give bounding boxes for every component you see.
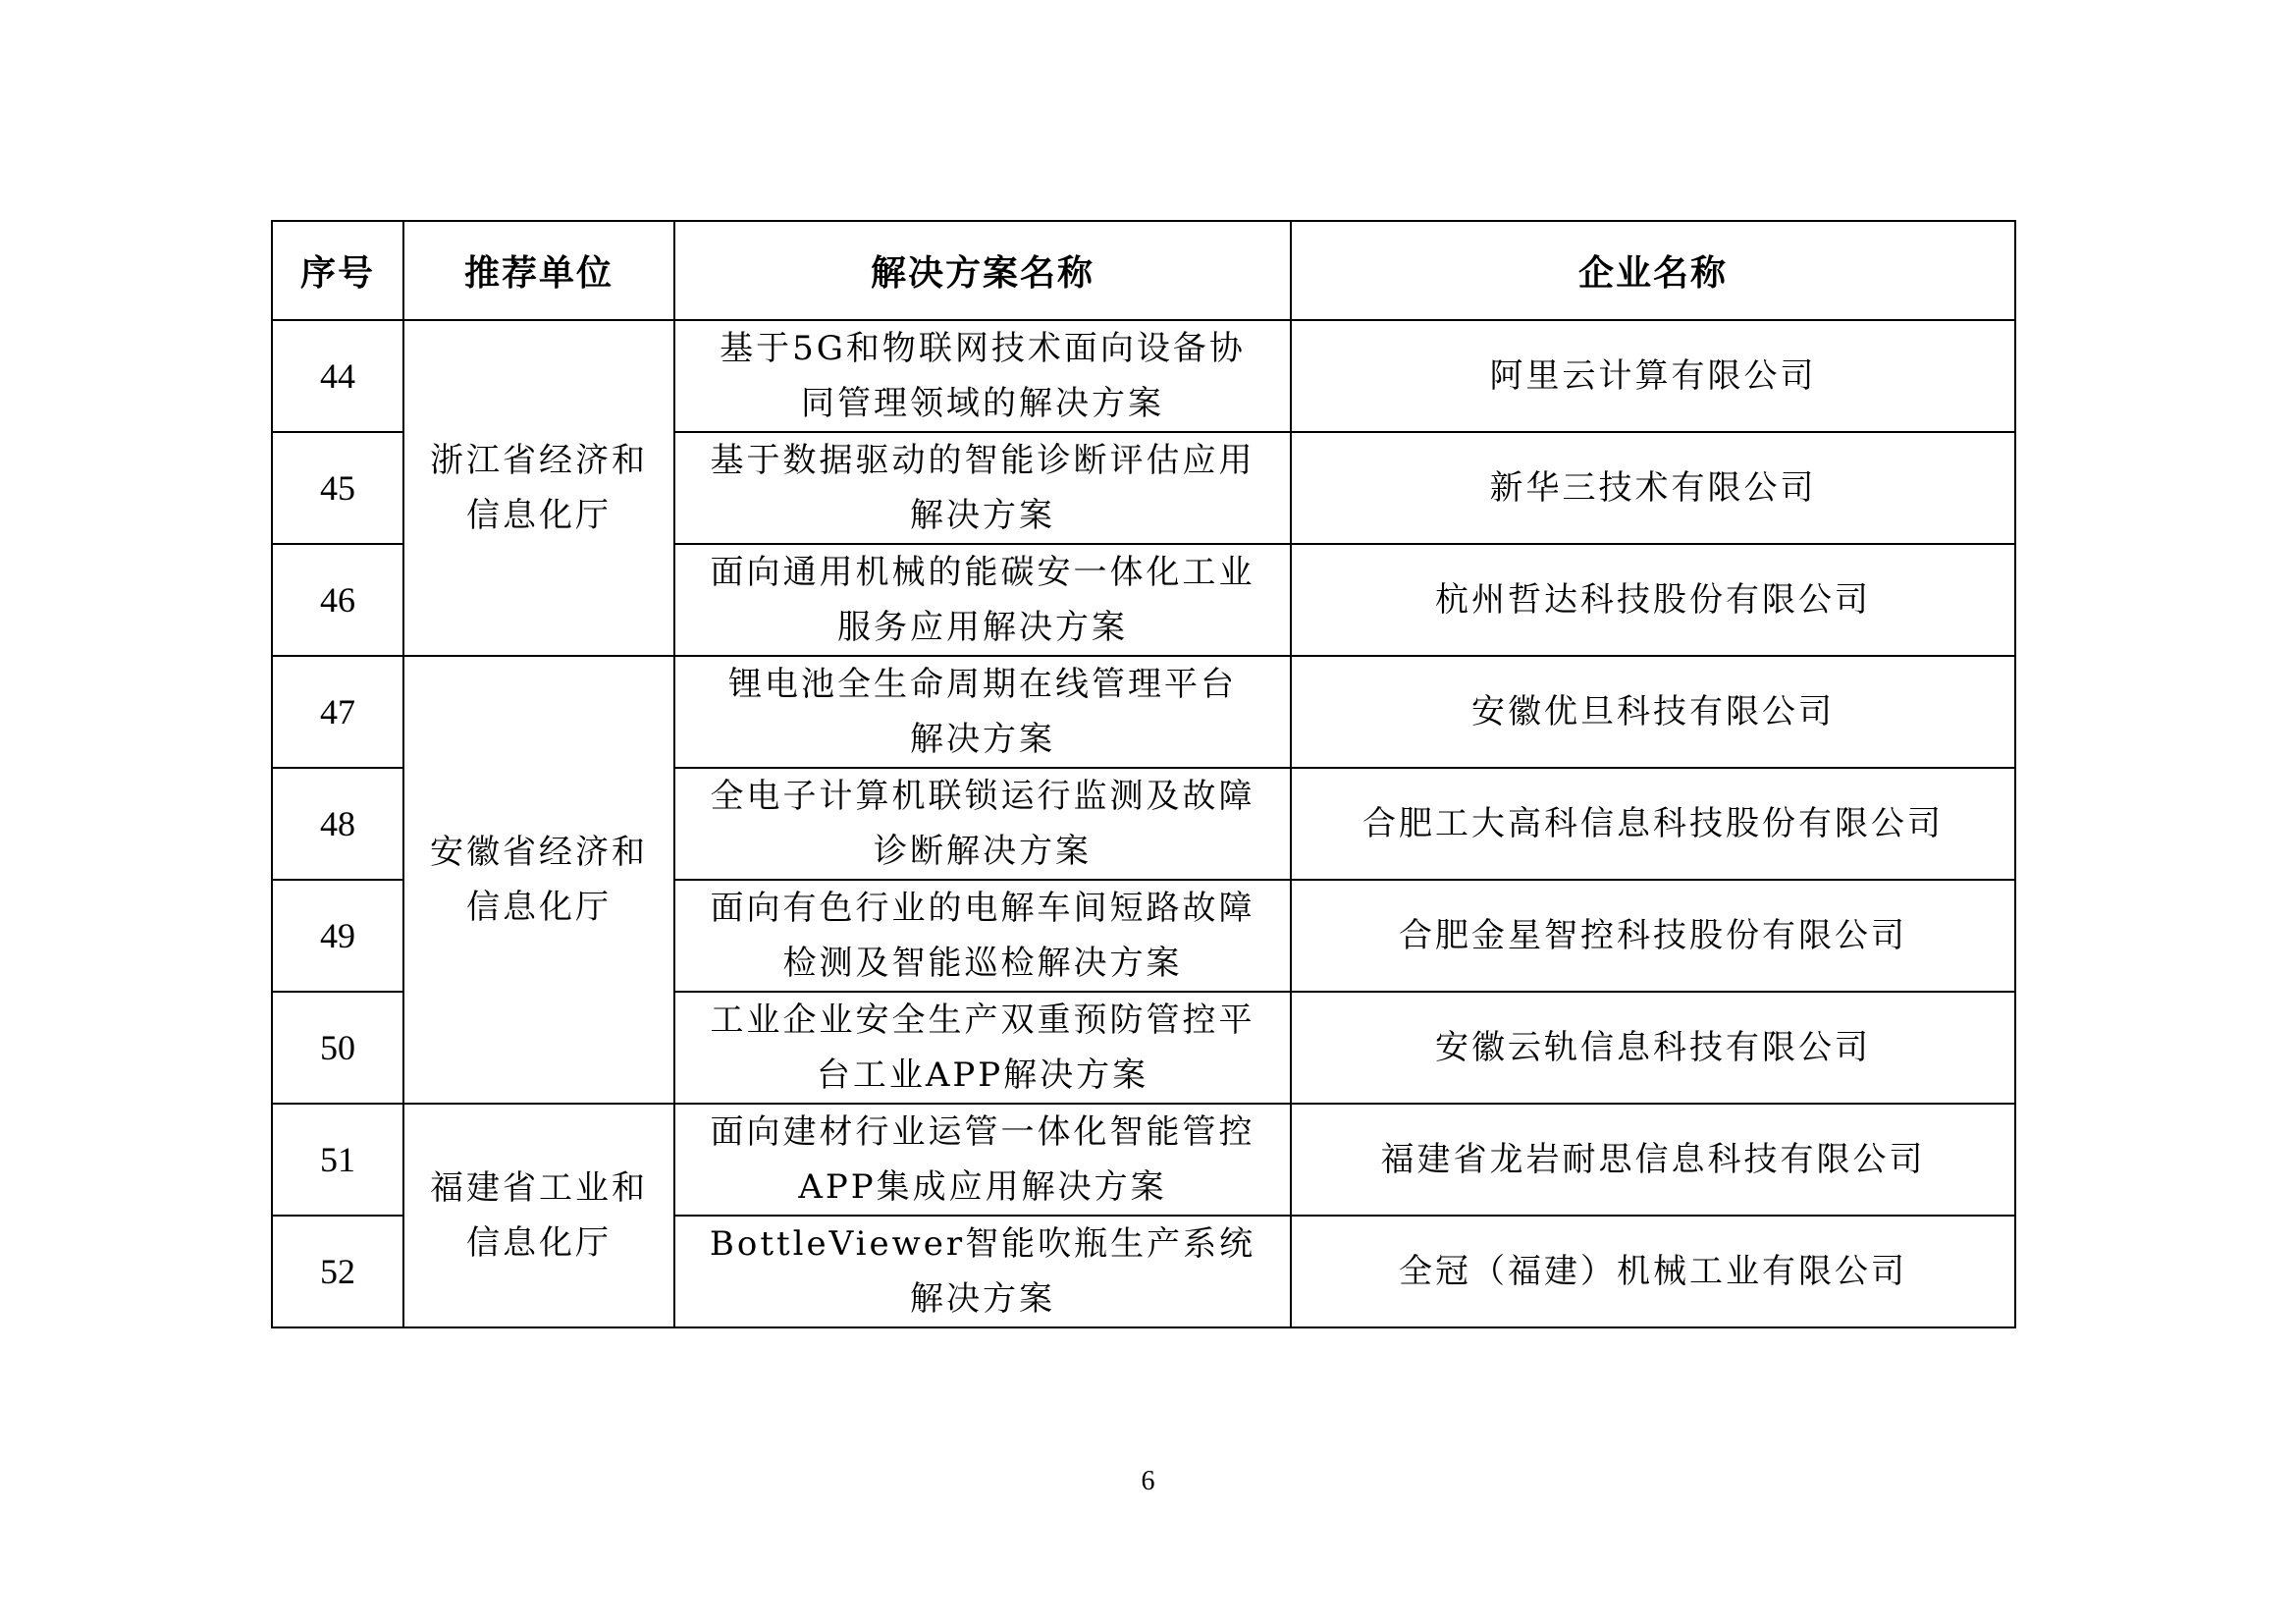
solution-name bbox=[674, 656, 1291, 768]
row-number: 49 bbox=[272, 880, 403, 992]
solution-line: 诊断解决方案 bbox=[874, 832, 1092, 871]
header-recommending-unit: 推荐单位 bbox=[403, 221, 674, 320]
solution-line: 面向建材行业运管一体化智能管控 bbox=[710, 1112, 1255, 1152]
company-name: 新华三技术有限公司 bbox=[1291, 432, 2015, 544]
header-serial-number: 序号 bbox=[272, 221, 403, 320]
page-number: 6 bbox=[1141, 1466, 1155, 1496]
solution-line: 解决方案 bbox=[910, 496, 1055, 535]
solution-line: 基于数据驱动的智能诊断评估应用 bbox=[710, 441, 1255, 480]
row-number: 52 bbox=[272, 1216, 403, 1327]
solution-line: 检测及智能巡检解决方案 bbox=[782, 944, 1183, 983]
solution-name bbox=[674, 1216, 1291, 1327]
recommending-unit bbox=[403, 1104, 674, 1327]
solution-name bbox=[674, 432, 1291, 544]
solution-name bbox=[674, 320, 1291, 432]
company-name: 安徽云轨信息科技有限公司 bbox=[1291, 992, 2015, 1104]
solutions-table bbox=[271, 220, 2016, 1328]
row-number: 46 bbox=[272, 544, 403, 656]
row-number: 51 bbox=[272, 1104, 403, 1216]
solution-name bbox=[674, 992, 1291, 1104]
solution-line: BottleViewer智能吹瓶生产系统 bbox=[709, 1224, 1256, 1264]
recommending-unit bbox=[403, 320, 674, 656]
company-name: 杭州哲达科技股份有限公司 bbox=[1291, 544, 2015, 656]
company-name: 合肥金星智控科技股份有限公司 bbox=[1291, 880, 2015, 992]
row-number: 44 bbox=[272, 320, 403, 432]
company-name: 阿里云计算有限公司 bbox=[1291, 320, 2015, 432]
table-header-row bbox=[272, 221, 2015, 320]
unit-line: 信息化厅 bbox=[466, 496, 612, 535]
unit-line: 信息化厅 bbox=[466, 888, 612, 927]
header-company-name: 企业名称 bbox=[1291, 221, 2015, 320]
solution-line: 台工业APP解决方案 bbox=[816, 1056, 1149, 1095]
company-name: 安徽优旦科技有限公司 bbox=[1291, 656, 2015, 768]
unit-line: 浙江省经济和 bbox=[430, 441, 648, 480]
row-number: 45 bbox=[272, 432, 403, 544]
company-name: 全冠（福建）机械工业有限公司 bbox=[1291, 1216, 2015, 1327]
solution-line: 全电子计算机联锁运行监测及故障 bbox=[710, 777, 1255, 816]
table-row bbox=[272, 1104, 2015, 1216]
header-solution-name: 解决方案名称 bbox=[674, 221, 1291, 320]
company-name: 福建省龙岩耐思信息科技有限公司 bbox=[1291, 1104, 2015, 1216]
table-row bbox=[272, 320, 2015, 432]
solution-name bbox=[674, 1104, 1291, 1216]
row-number: 50 bbox=[272, 992, 403, 1104]
row-number: 48 bbox=[272, 768, 403, 880]
unit-line: 信息化厅 bbox=[466, 1223, 612, 1263]
solution-line: APP集成应用解决方案 bbox=[798, 1167, 1167, 1207]
recommending-unit bbox=[403, 656, 674, 1104]
solution-line: 基于5G和物联网技术面向设备协 bbox=[720, 329, 1246, 368]
unit-line: 福建省工业和 bbox=[430, 1168, 648, 1208]
solution-line: 面向有色行业的电解车间短路故障 bbox=[710, 889, 1255, 928]
solution-line: 锂电池全生命周期在线管理平台 bbox=[728, 665, 1237, 704]
solution-line: 解决方案 bbox=[910, 720, 1055, 759]
solution-line: 同管理领域的解决方案 bbox=[801, 384, 1164, 423]
solution-line: 服务应用解决方案 bbox=[837, 608, 1128, 647]
solution-name bbox=[674, 768, 1291, 880]
row-number: 47 bbox=[272, 656, 403, 768]
solution-name bbox=[674, 544, 1291, 656]
solution-line: 工业企业安全生产双重预防管控平 bbox=[710, 1001, 1255, 1040]
solution-name bbox=[674, 880, 1291, 992]
company-name: 合肥工大高科信息科技股份有限公司 bbox=[1291, 768, 2015, 880]
table-row bbox=[272, 656, 2015, 768]
solution-line: 面向通用机械的能碳安一体化工业 bbox=[710, 553, 1255, 592]
unit-line: 安徽省经济和 bbox=[430, 833, 648, 872]
solution-line: 解决方案 bbox=[910, 1279, 1055, 1319]
